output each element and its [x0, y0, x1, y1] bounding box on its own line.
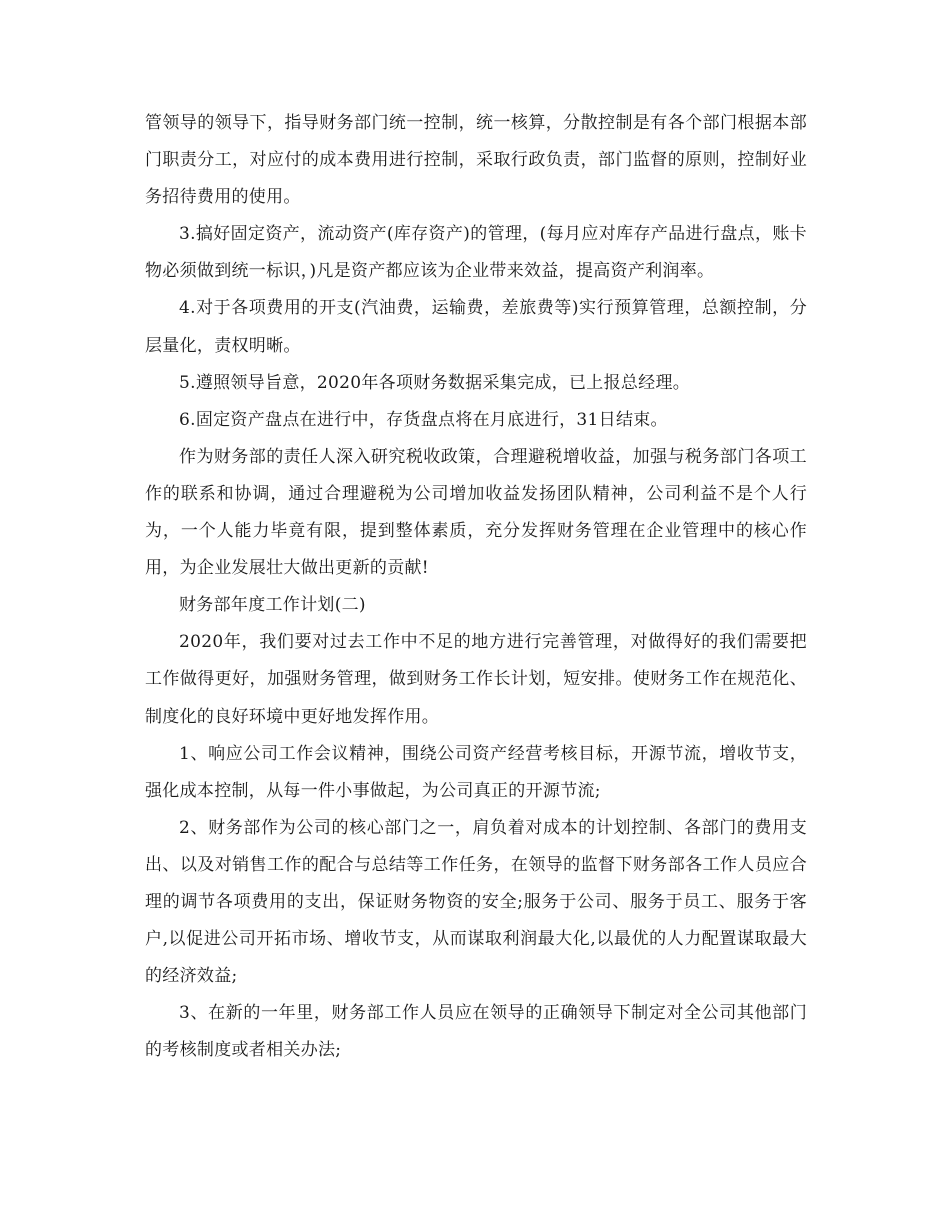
paragraph-plan-3: 3、在新的一年里，财务部工作人员应在领导的正确领导下制定对全公司其他部门的考核制度或者相关办法;	[145, 1003, 807, 1061]
paragraph-item-6: 6.固定资产盘点在进行中，存货盘点将在月底进行，31日结束。	[179, 409, 668, 430]
paragraph-item-4: 4.对于各项费用的开支(汽油费，运输费，差旅费等)实行预算管理，总额控制，分层量化，责权明晰。	[145, 298, 807, 356]
paragraph-continuation: 管领导的领导下，指导财务部门统一控制，统一核算，分散控制是有各个部门根据本部门职责分工，对应付的成本费用进行控制，采取行政负责，部门监督的原则，控制好业务招待费用的使用。	[145, 113, 807, 208]
document-body	[145, 105, 807, 1069]
paragraph-intro-2020: 2020年，我们要对过去工作中不足的地方进行完善管理，对做得好的我们需要把工作做得更好，加强财务管理，做到财务工作长计划，短安排。使财务工作在规范化、制度化的良好环境中更好地发挥作用。	[145, 632, 807, 727]
paragraph-plan-1: 1、响应公司工作会议精神，围绕公司资产经营考核目标，开源节流，增收节支，强化成本控制，从每一件小事做起，为公司真正的开源节流;	[145, 743, 807, 801]
paragraph-item-3: 3.搞好固定资产，流动资产(库存资产)的管理，(每月应对库存产品进行盘点，账卡物必须做到统一标识，)凡是资产都应该为企业带来效益，提高资产利润率。	[145, 224, 807, 282]
paragraph-summary: 作为财务部的责任人深入研究税收政策，合理避税增收益，加强与税务部门各项工作的联系和协调，通过合理避税为公司增加收益发扬团队精神，公司利益不是个人行为，一个人能力毕竟有限，提到整体素质，充分发挥财务管理在企业管理中的核心作用，为企业发展壮大做出更新的贡献!	[145, 446, 807, 579]
section-heading: 财务部年度工作计划(二)	[179, 595, 366, 616]
paragraph-plan-2: 2、财务部作为公司的核心部门之一，肩负着对成本的计划控制、各部门的费用支出、以及对销售工作的配合与总结等工作任务，在领导的监督下财务部各工作人员应合理的调节各项费用的支出，保证财务物资的安全;服务于公司、服务于员工、服务于客户,以促进公司开拓市场、增收节支，从而谋取利润最大化,以最优的人力配置谋取最大的经济效益;	[145, 817, 807, 987]
paragraph-item-5: 5.遵照领导旨意，2020年各项财务数据采集完成，已上报总经理。	[179, 372, 691, 393]
